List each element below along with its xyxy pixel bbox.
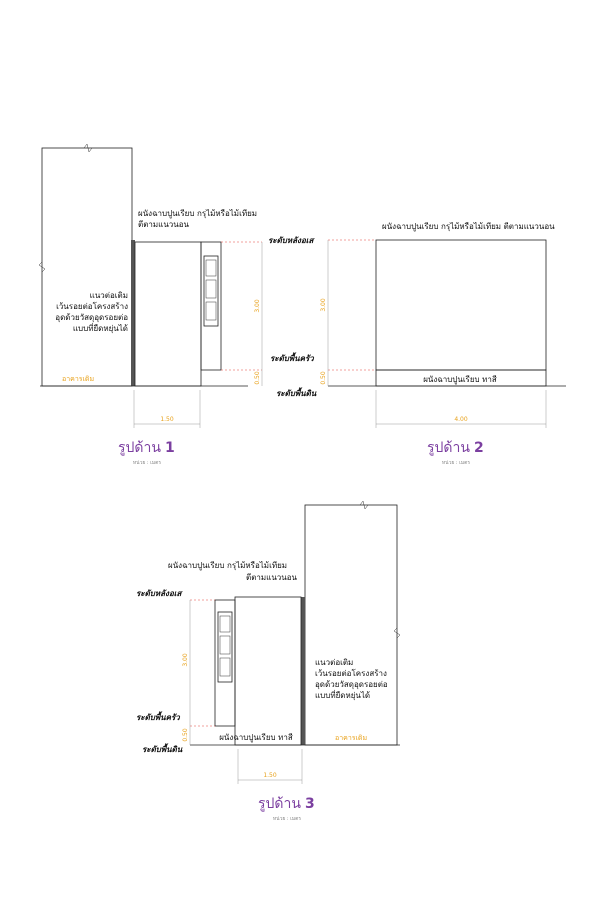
- unit-label: หน่วย : เมตร: [132, 460, 162, 466]
- wall-clad-note: ตีตามแนวนอน: [138, 220, 190, 229]
- dim-width: 4.00: [454, 416, 468, 423]
- dim-width: 1.50: [263, 772, 277, 779]
- window-pane: [206, 280, 216, 298]
- elevation-1: [39, 144, 262, 428]
- dim-width: 1.50: [160, 416, 174, 423]
- level-ground-label: ระดับพื้นดิน: [142, 745, 183, 754]
- level-ground-label: ระดับพื้นดิน: [276, 389, 317, 398]
- wall-clad-note: ผนังฉาบปูนเรียบ กรุไม้หรือไม้เทียม: [138, 209, 258, 218]
- joint-note-line: อุดด้วยวัสดุอุดรอยต่อ: [315, 680, 388, 689]
- extension-body-3: [235, 597, 301, 745]
- window-pane: [220, 636, 230, 654]
- window-pane: [206, 260, 216, 276]
- dim-height-base: 0.50: [320, 371, 327, 385]
- dim-height-main: 3.00: [182, 653, 189, 667]
- base-wall-note: ผนังฉาบปูนเรียบ ทาสี: [423, 375, 497, 384]
- existing-building-3: [305, 505, 397, 745]
- extension-body-1: [135, 242, 201, 386]
- existing-building-label: อาคารเดิม: [62, 375, 95, 383]
- view-title: รูปด้าน 2: [427, 440, 484, 456]
- view-title: รูปด้าน 1: [118, 440, 175, 456]
- joint-note-line: เว้นรอยต่อโครงสร้าง: [315, 669, 387, 678]
- dim-height-main: 3.00: [320, 298, 327, 312]
- unit-label: หน่วย : เมตร: [272, 816, 302, 822]
- wall-clad-note: ผนังฉาบปูนเรียบ กรุไม้หรือไม้เทียม: [168, 561, 288, 570]
- dim-height-base: 0.50: [182, 728, 189, 742]
- joint-note-line: แนวต่อเติม: [89, 291, 128, 300]
- joint-note-line: แบบที่ยืดหยุ่นได้: [72, 324, 128, 333]
- joint-note-line: แนวต่อเติม: [315, 658, 354, 667]
- view-title: รูปด้าน 3: [258, 796, 315, 812]
- dim-height-base: 0.50: [254, 371, 261, 385]
- level-roof-label: ระดับหลังอเส: [136, 589, 182, 598]
- existing-building-label: อาคารเดิม: [335, 734, 368, 742]
- existing-building-1: [42, 148, 132, 386]
- window-pane: [206, 302, 216, 320]
- joint-note-line: เว้นรอยต่อโครงสร้าง: [56, 302, 128, 311]
- joint-note-line: อุดด้วยวัสดุอุดรอยต่อ: [55, 313, 128, 322]
- level-floor-label: ระดับพื้นครัว: [136, 713, 180, 722]
- joint-note-line: แบบที่ยืดหยุ่นได้: [315, 691, 371, 700]
- joint-wall: [301, 597, 305, 745]
- joint-wall: [131, 240, 135, 386]
- wall-clad-note: ผนังฉาบปูนเรียบ กรุไม้หรือไม้เทียม ตีตามแนวนอน: [382, 222, 555, 231]
- unit-label: หน่วย : เมตร: [441, 460, 471, 466]
- extension-body-2: [376, 240, 546, 370]
- window-pane: [220, 658, 230, 676]
- base-wall-note: ผนังฉาบปูนเรียบ ทาสี: [219, 733, 293, 742]
- dim-height-main: 3.00: [254, 299, 261, 313]
- level-roof-label: ระดับหลังอเส: [268, 236, 314, 245]
- elevation-2: [328, 240, 566, 428]
- wall-clad-note: ตีตามแนวนอน: [246, 573, 298, 582]
- level-floor-label: ระดับพื้นครัว: [270, 354, 314, 363]
- window-pane: [220, 616, 230, 632]
